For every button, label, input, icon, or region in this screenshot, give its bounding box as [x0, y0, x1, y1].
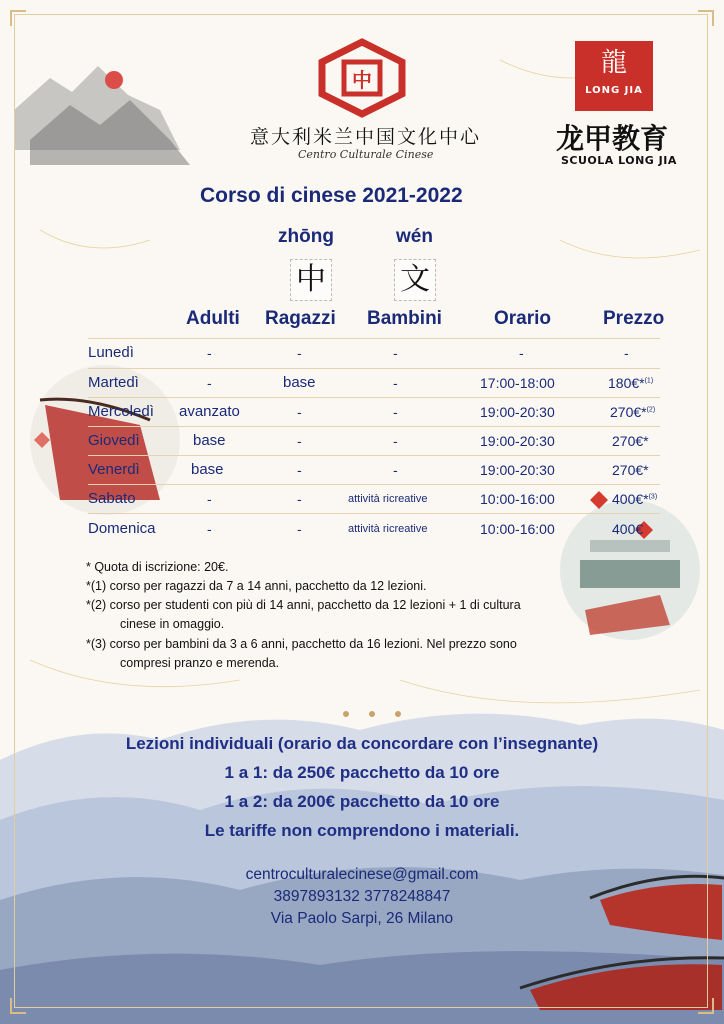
pinyin-zhong: zhōng — [278, 226, 334, 247]
price-value: 270€* — [610, 404, 647, 420]
price-value: 400€* — [612, 491, 649, 507]
centro-culturale-logo — [318, 38, 406, 118]
footnote: cinese in omaggio. — [120, 617, 225, 631]
frame-corner — [10, 998, 26, 1014]
lezioni-heading: Lezioni individuali (orario da concordare con l’insegnante) — [125, 734, 599, 753]
lezioni-line: 1 a 2: da 200€ pacchetto da 10 ore — [224, 792, 500, 811]
schedule-prezzo — [612, 462, 649, 478]
seal-text: LONG JIA — [585, 85, 643, 96]
price-value: 400€ — [612, 521, 644, 537]
schedule-ragazzi: - — [297, 433, 302, 449]
price-value: 180€* — [608, 375, 645, 391]
price-note-ref: (3) — [648, 493, 658, 501]
schedule-orario: 19:00-20:30 — [480, 433, 555, 449]
frame-corner — [698, 10, 714, 26]
schedule-orario: 10:00-16:00 — [480, 521, 555, 537]
schedule-day: Lunedì — [88, 344, 134, 361]
schedule-prezzo — [612, 433, 649, 449]
footnote: *(1) corso per ragazzi da 7 a 14 anni, pacchetto da 12 lezioni. — [86, 579, 427, 593]
logo-emblem-char: 中 — [352, 68, 372, 92]
price-note-ref: (2) — [646, 406, 656, 414]
schedule-adulti: base — [193, 432, 226, 449]
schedule-prezzo — [610, 404, 655, 420]
col-ragazzi: Ragazzi — [265, 308, 336, 329]
footnote: *(2) corso per studenti con più di 14 anni, pacchetto da 12 lezioni + 1 di cultura — [86, 598, 521, 612]
price-value: 270€* — [612, 462, 649, 478]
schedule-prezzo — [612, 521, 643, 537]
schedule-prezzo — [608, 375, 653, 391]
schedule-bambini: attività ricreative — [348, 523, 428, 535]
long-jia-seal — [575, 41, 653, 111]
centro-culturale-chinese-name: 意大利米兰中国文化中心 — [250, 126, 482, 148]
col-orario: Orario — [494, 308, 552, 329]
pinyin-wen: wén — [396, 226, 433, 247]
row-divider — [88, 455, 660, 456]
contact-address: Via Paolo Sarpi, 26 Milano — [270, 910, 454, 927]
schedule-prezzo — [612, 491, 657, 507]
schedule-orario: 10:00-16:00 — [480, 491, 555, 507]
footnote: compresi pranzo e merenda. — [120, 656, 280, 670]
schedule-ragazzi: - — [297, 521, 302, 537]
frame-corner — [10, 10, 26, 26]
price-note-ref: (1) — [644, 377, 654, 385]
col-adulti: Adulti — [186, 308, 240, 329]
contact-email[interactable]: centroculturalecinese@gmail.com — [245, 866, 479, 883]
schedule-ragazzi: base — [283, 374, 316, 391]
long-jia-chinese-name: 龙甲教育 — [556, 122, 669, 155]
row-divider — [88, 426, 660, 427]
schedule-adulti: - — [207, 521, 212, 537]
schedule-day: Sabato — [88, 490, 136, 507]
schedule-adulti: - — [207, 491, 212, 507]
row-divider — [88, 338, 660, 339]
schedule-orario: 17:00-18:00 — [480, 375, 555, 391]
schedule-day: Martedì — [88, 374, 139, 391]
schedule-bambini: - — [393, 345, 398, 361]
schedule-day: Venerdì — [88, 461, 140, 478]
schedule-orario: 19:00-20:30 — [480, 462, 555, 478]
page-title: Corso di cinese 2021-2022 — [200, 184, 463, 207]
lezioni-line: Le tariffe non comprendono i materiali. — [204, 821, 520, 840]
schedule-bambini: - — [393, 433, 398, 449]
hanzi-zhong: 中 — [290, 259, 332, 301]
price-value: 270€* — [612, 433, 649, 449]
schedule-prezzo: - — [624, 345, 629, 361]
contact-phones[interactable]: 3897893132 3778248847 — [273, 888, 451, 905]
schedule-ragazzi: - — [297, 404, 302, 420]
long-jia-school-name: SCUOLA LONG JIA — [561, 154, 677, 167]
row-divider — [88, 484, 660, 485]
schedule-bambini: - — [393, 375, 398, 391]
schedule-adulti: base — [191, 461, 224, 478]
schedule-bambini: attività ricreative — [348, 493, 428, 505]
schedule-ragazzi: - — [297, 462, 302, 478]
footnote: * Quota di iscrizione: 20€. — [86, 560, 229, 574]
row-divider — [88, 368, 660, 369]
footnote: *(3) corso per bambini da 3 a 6 anni, pacchetto da 16 lezioni. Nel prezzo sono — [86, 637, 517, 651]
centro-culturale-italian-name: Centro Culturale Cinese — [298, 148, 434, 161]
schedule-adulti: - — [207, 375, 212, 391]
schedule-adulti: - — [207, 345, 212, 361]
col-bambini: Bambini — [367, 308, 442, 329]
seal-char: 龍 — [600, 48, 627, 78]
schedule-adulti: avanzato — [179, 403, 240, 420]
schedule-orario: - — [519, 345, 524, 361]
schedule-orario: 19:00-20:30 — [480, 404, 555, 420]
frame-corner — [698, 998, 714, 1014]
lezioni-line: 1 a 1: da 250€ pacchetto da 10 ore — [224, 763, 500, 782]
schedule-bambini: - — [393, 404, 398, 420]
schedule-day: Domenica — [88, 520, 156, 537]
row-divider — [88, 513, 660, 514]
schedule-ragazzi: - — [297, 345, 302, 361]
col-prezzo: Prezzo — [603, 308, 665, 329]
schedule-bambini: - — [393, 462, 398, 478]
hanzi-wen: 文 — [394, 259, 436, 301]
schedule-day: Mercoledì — [88, 403, 154, 420]
row-divider — [88, 397, 660, 398]
schedule-ragazzi: - — [297, 491, 302, 507]
schedule-day: Giovedì — [88, 432, 140, 449]
